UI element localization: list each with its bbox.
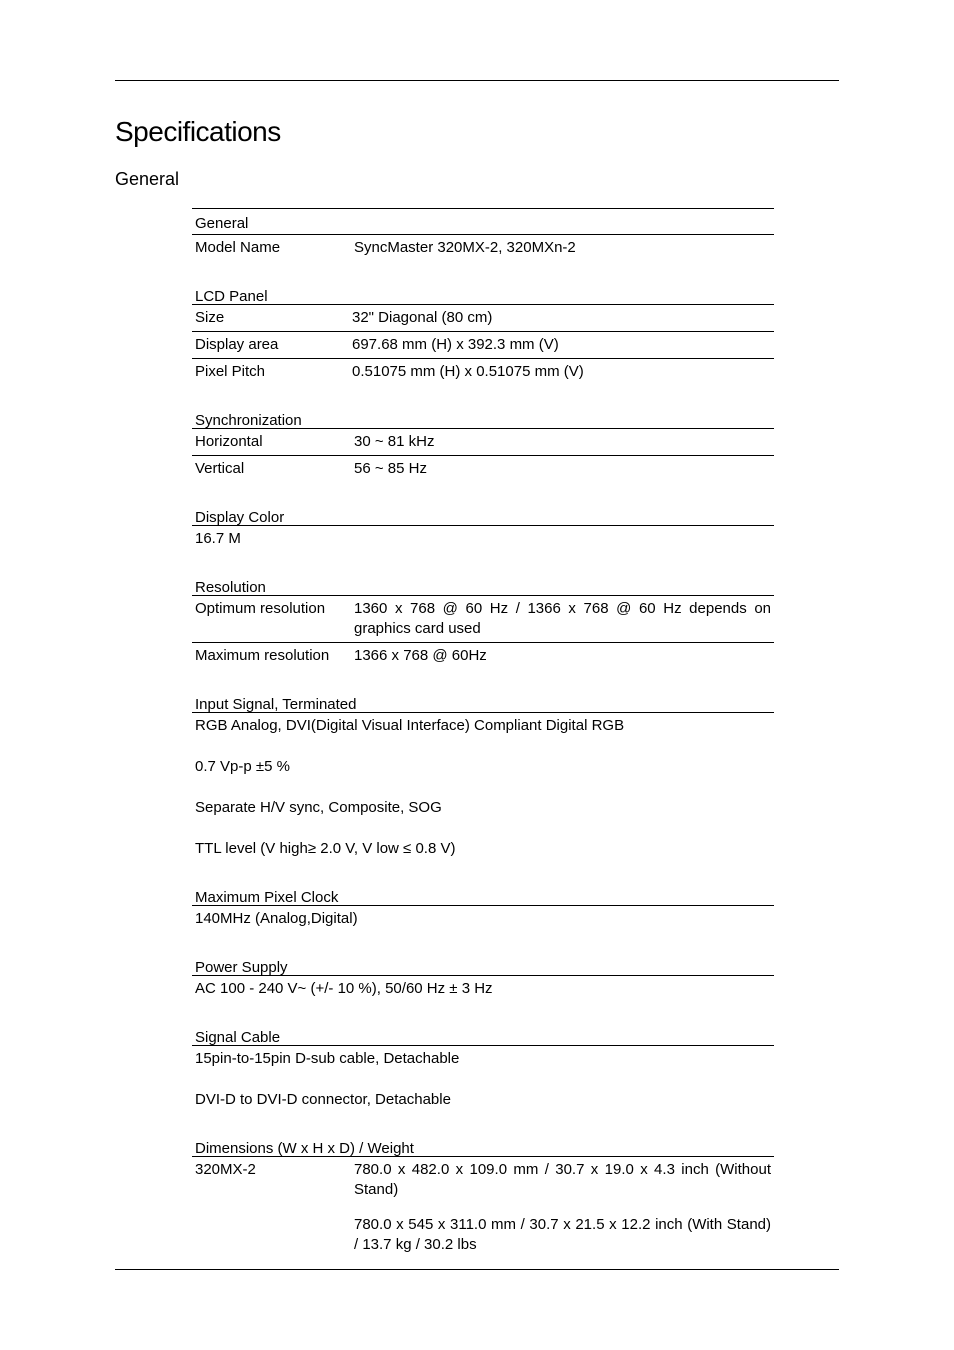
spec-value: 32" Diagonal (80 cm) [352, 309, 493, 326]
spec-key: Horizontal [195, 433, 263, 450]
section-heading-dimensions: Dimensions (W x H x D) / Weight [192, 1135, 774, 1157]
spec-row-optimum-resolution [192, 596, 774, 643]
spec-line [192, 1046, 774, 1072]
spec-value-without-stand: 780.0 x 482.0 x 109.0 mm / 30.7 x 19.0 x 4.3 inch (Without Stand) [354, 1161, 771, 1198]
page-subtitle: General [115, 169, 180, 189]
spec-key: Optimum resolution [195, 600, 326, 617]
spec-key: Model Name [195, 239, 281, 256]
section-heading-general: General [192, 208, 774, 235]
spec-row-size [192, 305, 774, 332]
spec-value-with-stand: 780.0 x 545 x 311.0 mm / 30.7 x 21.5 x 12.2 inch (With Stand) / 13.7 kg / 30.2 lbs [354, 1216, 771, 1253]
spec-value: 30 ~ 81 kHz [354, 433, 435, 450]
spec-value: TTL level (V high≥ 2.0 V, V low ≤ 0.8 V) [195, 840, 456, 857]
spec-line [192, 754, 774, 780]
spec-key: Size [195, 309, 225, 326]
spec-value: 0.51075 mm (H) x 0.51075 mm (V) [352, 363, 584, 380]
spec-line [192, 976, 774, 1002]
page-title: Specifications [115, 116, 281, 147]
spec-value: 140MHz (Analog,Digital) [195, 910, 358, 927]
spec-table [192, 208, 774, 1258]
spec-value: 16.7 M [195, 530, 241, 547]
spec-value: 1366 x 768 @ 60Hz [354, 647, 487, 664]
section-heading-synchronization: Synchronization [192, 407, 774, 429]
spec-key: Vertical [195, 460, 245, 477]
bottom-rule [115, 1269, 839, 1270]
section-heading-display-color: Display Color [192, 504, 774, 526]
section-heading-power-supply: Power Supply [192, 954, 774, 976]
spec-line [192, 795, 774, 821]
spec-key: 320MX-2 [195, 1161, 256, 1178]
spec-value: 697.68 mm (H) x 392.3 mm (V) [352, 336, 559, 353]
spec-row-display-area [192, 332, 774, 359]
spec-value: AC 100 - 240 V~ (+/- 10 %), 50/60 Hz ± 3 Hz [195, 980, 493, 997]
spec-value: 56 ~ 85 Hz [354, 460, 427, 477]
spec-value: 15pin-to-15pin D-sub cable, Detachable [195, 1050, 460, 1067]
spec-row-horizontal [192, 429, 774, 456]
spec-value: SyncMaster 320MX-2, 320MXn-2 [354, 239, 576, 256]
section-heading-maximum-pixel-clock: Maximum Pixel Clock [192, 884, 774, 906]
spec-value: 0.7 Vp-p ±5 % [195, 758, 290, 775]
spec-value: Separate H/V sync, Composite, SOG [195, 799, 442, 816]
spec-line [192, 836, 774, 862]
spec-value: DVI-D to DVI-D connector, Detachable [195, 1091, 451, 1108]
spec-line [192, 526, 774, 552]
spec-key: Maximum resolution [195, 647, 330, 664]
section-heading-input-signal: Input Signal, Terminated [192, 691, 774, 713]
spec-value: RGB Analog, DVI(Digital Visual Interface) Compliant Digital RGB [195, 717, 625, 734]
spec-value [354, 1160, 771, 1255]
spec-row-pixel-pitch [192, 359, 774, 385]
spec-key: Display area [195, 336, 279, 353]
section-heading-resolution: Resolution [192, 574, 774, 596]
spec-row-maximum-resolution [192, 643, 774, 669]
section-heading-signal-cable: Signal Cable [192, 1024, 774, 1046]
spec-row-model-name [192, 235, 774, 261]
top-rule [115, 80, 839, 81]
spec-key: Pixel Pitch [195, 363, 266, 380]
spec-line [192, 713, 774, 739]
spec-row-320mx-2 [192, 1157, 774, 1258]
section-heading-lcd-panel: LCD Panel [192, 283, 774, 305]
spec-value: 1360 x 768 @ 60 Hz / 1366 x 768 @ 60 Hz depends on graphics card used [354, 600, 771, 637]
spec-line [192, 906, 774, 932]
spec-line [192, 1087, 774, 1113]
spec-row-vertical [192, 456, 774, 482]
